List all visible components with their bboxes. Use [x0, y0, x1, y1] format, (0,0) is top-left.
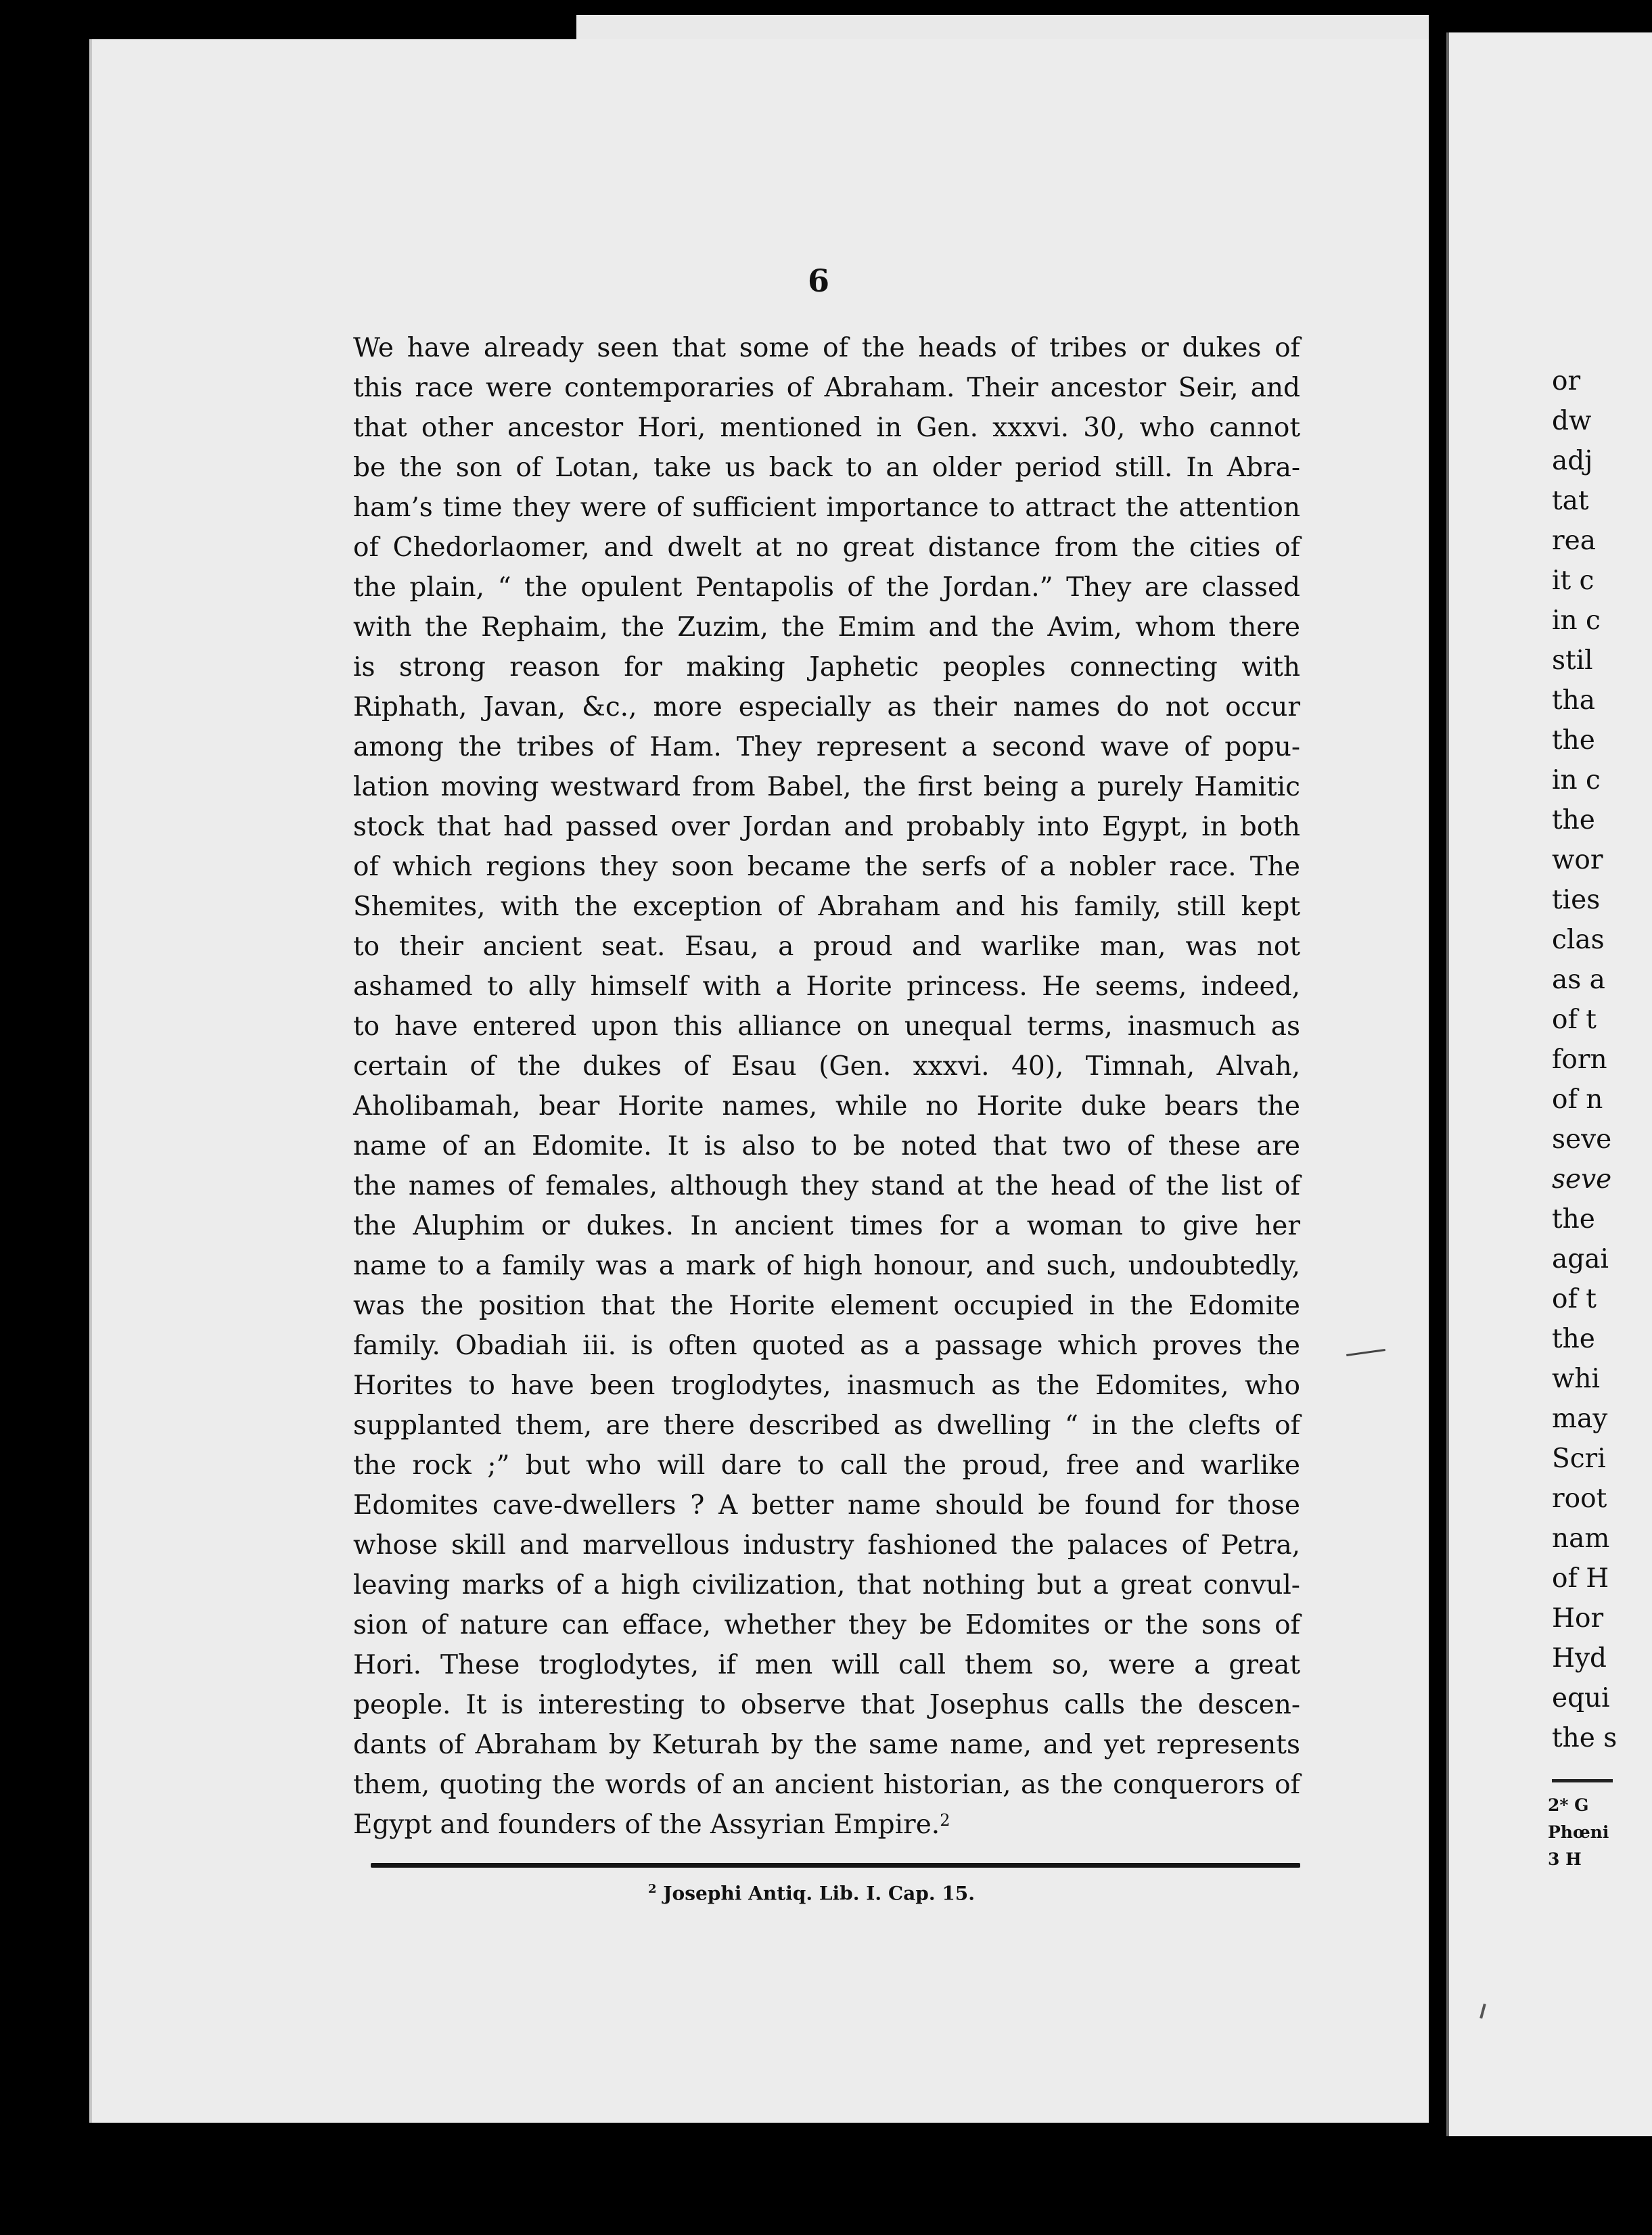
facing-footnote-2: Phœni: [1548, 1822, 1609, 1842]
facing-line-26: whi: [1552, 1364, 1600, 1394]
body-line-38-text: Egypt and founders of the Assyrian Empire.: [353, 1810, 940, 1840]
facing-line-16: as a: [1552, 965, 1605, 995]
body-line-19: certain of the dukes of Esau (Gen. xxxvi. 40), Timnah, Alvah,: [353, 1051, 1300, 1082]
body-line-13: stock that had passed over Jordan and probably into Egypt, in both: [353, 812, 1300, 842]
body-line-6: of Chedorlaomer, and dwelt at no great distance from the cities of: [353, 532, 1300, 563]
facing-line-32: Hor: [1552, 1603, 1604, 1634]
body-line-2: this race were contemporaries of Abraham. Their ancestor Seir, and: [353, 373, 1300, 403]
body-line-17: ashamed to ally himself with a Horite princess. He seems, indeed,: [353, 971, 1300, 1002]
facing-footnote-3: 3 H: [1548, 1849, 1582, 1869]
facing-line-10: the: [1552, 725, 1595, 756]
facing-line-14: ties: [1552, 885, 1601, 915]
facing-line-27: may: [1552, 1404, 1608, 1434]
facing-line-29: root: [1552, 1483, 1607, 1514]
page-gap: [1429, 35, 1446, 2132]
body-line-21: name of an Edomite. It is also to be noted that two of these are: [353, 1131, 1300, 1161]
facing-line-3: adj: [1552, 446, 1593, 476]
facing-line-24: of t: [1552, 1284, 1597, 1314]
facing-line-13: wor: [1552, 845, 1603, 875]
facing-line-21: seve: [1552, 1164, 1612, 1195]
body-line-26: family. Obadiah iii. is often quoted as a passage which proves the: [353, 1331, 1300, 1361]
body-line-23: the Aluphim or dukes. In ancient times for a woman to give her: [353, 1211, 1300, 1241]
body-line-9: is strong reason for making Japhetic peoples connecting with: [353, 652, 1300, 683]
footnote-rule: [371, 1863, 1300, 1868]
body-line-14: of which regions they soon became the serfs of a nobler race. The: [353, 852, 1300, 882]
body-line-31: whose skill and marvellous industry fashioned the palaces of Petra,: [353, 1530, 1300, 1561]
facing-line-4: tat: [1552, 486, 1589, 516]
facing-line-7: in c: [1552, 605, 1601, 636]
facing-line-34: equi: [1552, 1683, 1610, 1713]
facing-line-1: or: [1552, 366, 1581, 396]
body-line-32: leaving marks of a high civilization, that nothing but a great convul-: [353, 1570, 1300, 1600]
body-line-37: them, quoting the words of an ancient historian, as the conquerors of: [353, 1770, 1300, 1800]
facing-line-12: the: [1552, 805, 1595, 835]
body-line-4: be the son of Lotan, take us back to an older period still. In Abra-: [353, 453, 1300, 483]
facing-page: [1446, 32, 1652, 2136]
body-line-1: We have already seen that some of the heads of tribes or dukes of: [353, 333, 1300, 363]
footnote-marker: 2: [648, 1882, 657, 1896]
body-line-30: Edomites cave-dwellers ? A better name should be found for those: [353, 1490, 1300, 1521]
body-line-25: was the position that the Horite element occupied in the Edomite: [353, 1291, 1300, 1321]
facing-line-31: of H: [1552, 1563, 1609, 1594]
body-line-10: Riphath, Javan, &c., more especially as their names do not occur: [353, 692, 1300, 722]
body-line-12: lation moving westward from Babel, the first being a purely Hamitic: [353, 772, 1300, 802]
body-line-15: Shemites, with the exception of Abraham and his family, still kept: [353, 892, 1300, 922]
facing-line-22: the: [1552, 1204, 1595, 1235]
facing-line-9: tha: [1552, 685, 1596, 716]
facing-line-23: agai: [1552, 1244, 1609, 1274]
body-line-35: people. It is interesting to observe that Josephus calls the descen-: [353, 1690, 1300, 1720]
facing-line-5: rea: [1552, 526, 1596, 556]
body-line-18: to have entered upon this alliance on unequal terms, inasmuch as: [353, 1011, 1300, 1042]
page-number: 6: [807, 262, 829, 299]
facing-line-8: stil: [1552, 645, 1593, 676]
body-line-24: name to a family was a mark of high honour, and such, undoubtedly,: [353, 1251, 1300, 1281]
facing-line-28: Scri: [1552, 1444, 1606, 1474]
facing-line-20: seve: [1552, 1124, 1612, 1155]
facing-line-33: Hyd: [1552, 1643, 1607, 1674]
footnote: [648, 1882, 975, 1904]
facing-line-19: of n: [1552, 1084, 1603, 1115]
facing-line-35: the s: [1552, 1723, 1617, 1753]
facing-line-30: nam: [1552, 1523, 1610, 1554]
body-line-34: Hori. These troglodytes, if men will call them so, were a great: [353, 1650, 1300, 1680]
facing-line-18: forn: [1552, 1044, 1607, 1075]
facing-line-15: clas: [1552, 925, 1605, 955]
facing-line-11: in c: [1552, 765, 1601, 796]
facing-footnote-rule: [1552, 1779, 1613, 1782]
facing-line-2: dw: [1552, 406, 1592, 436]
body-line-22: the names of females, although they stand at the head of the list of: [353, 1171, 1300, 1201]
footnote-text: Josephi Antiq. Lib. I. Cap. 15.: [663, 1882, 976, 1905]
facing-footnote-1: 2* G: [1548, 1795, 1589, 1815]
footnote-reference: 2: [940, 1811, 950, 1830]
body-line-29: the rock ;” but who will dare to call the proud, free and warlike: [353, 1450, 1300, 1481]
body-line-38: [353, 1805, 1300, 1845]
facing-line-25: the: [1552, 1324, 1595, 1354]
body-line-8: with the Rephaim, the Zuzim, the Emim and the Avim, whom there: [353, 612, 1300, 643]
facing-line-6: it c: [1552, 566, 1594, 596]
facing-line-17: of t: [1552, 1005, 1597, 1035]
body-line-11: among the tribes of Ham. They represent a second wave of popu-: [353, 732, 1300, 762]
body-line-3: that other ancestor Hori, mentioned in Gen. xxxvi. 30, who cannot: [353, 413, 1300, 443]
body-line-28: supplanted them, are there described as dwelling “ in the clefts of: [353, 1410, 1300, 1441]
body-line-7: the plain, “ the opulent Pentapolis of the Jordan.” They are classed: [353, 572, 1300, 603]
body-line-27: Horites to have been troglodytes, inasmuch as the Edomites, who: [353, 1370, 1300, 1401]
body-line-16: to their ancient seat. Esau, a proud and warlike man, was not: [353, 931, 1300, 962]
body-line-5: ham’s time they were of sufficient importance to attract the attention: [353, 492, 1300, 523]
body-line-33: sion of nature can efface, whether they be Edomites or the sons of: [353, 1610, 1300, 1640]
body-line-36: dants of Abraham by Keturah by the same name, and yet represents: [353, 1730, 1300, 1760]
body-line-20: Aholibamah, bear Horite names, while no Horite duke bears the: [353, 1091, 1300, 1122]
